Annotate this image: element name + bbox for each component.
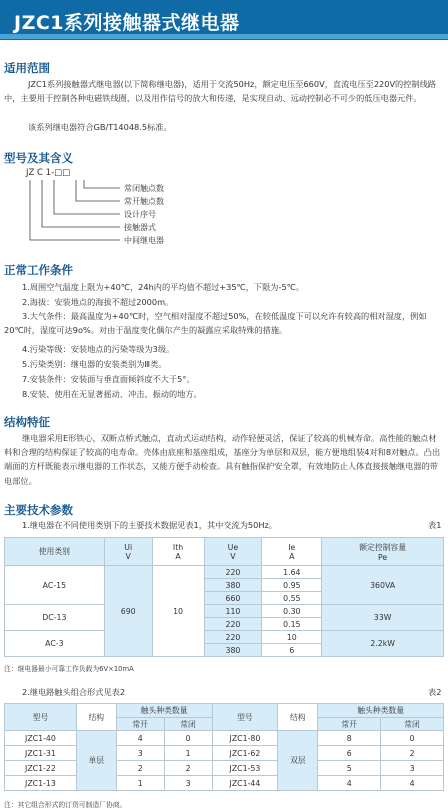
t2-cell-model: JZC1-22 — [5, 761, 77, 776]
t2-cell-nc: 0 — [381, 731, 444, 746]
t1-cell-ue: 220 — [204, 566, 262, 579]
t1-header-ui — [104, 538, 152, 566]
t2-cell-model: JZC1-40 — [5, 731, 77, 746]
t1-cell-category: AC-3 — [5, 631, 105, 657]
t2-cell-model: JZC1-62 — [212, 746, 278, 761]
t1-cell-ue: 220 — [204, 631, 262, 644]
section-heading-conditions: 正常工作条件 — [4, 263, 73, 277]
t1-header-ue-unit: V — [230, 551, 236, 561]
table2-note: 注：其它组合形式的订货可制造厂协商。 — [4, 801, 127, 809]
t2-cell-nc: 0 — [164, 731, 212, 746]
section-heading-scope: 适用范围 — [4, 61, 50, 75]
t1-cell-ue: 220 — [204, 618, 262, 631]
t1-header-ui-unit: V — [125, 551, 131, 561]
t2-cell-no: 8 — [318, 731, 381, 746]
condition-item: 1.周围空气温度上限为+40℃，24h内的平均值不超过+35℃，下限为-5℃。 — [22, 282, 305, 292]
table2-caption: 2.继电路触头组合形式见表2 — [22, 687, 126, 697]
t1-header-ith-unit: A — [175, 551, 181, 561]
t1-cell-ie: 1.64 — [262, 566, 322, 579]
t1-cell-ie: 0.55 — [262, 592, 322, 605]
t2-cell-no: 1 — [116, 776, 164, 791]
structure-paragraph: 继电器采用E形铁心，双断点桥式触点，直动式运动结构，动作轻便灵活，保证了较高的机械寿命。高性能的触点材料和合理的结构保证了较高的电寿命。壳体由底座和基座组成，基座分为单层和双层，能方便地组装4对和8对触点。凸出端面的方杆既能表示继电器的工作状态，又能方便手动检查。具有触指保护安全罩，有效地防止人体直接接触继电器的带电部位。 — [4, 433, 441, 486]
t1-cell-ue: 660 — [204, 592, 262, 605]
table2-number: 表2 — [428, 687, 442, 697]
t2-header-group: 触头种类数量 — [318, 704, 444, 718]
t2-header-nc: 常闭 — [381, 718, 444, 731]
page-title: JZC1系列接触器式继电器 — [14, 12, 240, 34]
table2 — [4, 703, 444, 791]
t1-cell-ue: 380 — [204, 644, 262, 657]
t1-cell-ith: 10 — [152, 566, 204, 657]
section-heading-model: 型号及其含义 — [4, 151, 73, 165]
t1-cell-ue: 380 — [204, 579, 262, 592]
t1-header-ui-symbol: Ui — [124, 542, 133, 552]
table1-caption: 1.继电器在不同使用类别下的主要技术数据见表1，其中交流为50Hz。 — [22, 520, 277, 530]
t2-cell-no: 4 — [318, 776, 381, 791]
model-label-relay: 中间继电器 — [124, 236, 164, 245]
t2-cell-nc: 4 — [381, 776, 444, 791]
t1-header-ie-symbol: Ie — [288, 542, 296, 552]
t2-cell-nc: 1 — [164, 746, 212, 761]
t2-cell-no: 4 — [116, 731, 164, 746]
t1-cell-ue: 110 — [204, 605, 262, 618]
t1-header-category: 使用类别 — [5, 538, 105, 566]
t1-header-ith-symbol: Ith — [172, 542, 184, 552]
t2-header-nc: 常闭 — [164, 718, 212, 731]
table1 — [4, 537, 444, 657]
model-label-no: 常开触点数 — [124, 197, 164, 206]
t2-cell-model: JZC1-31 — [5, 746, 77, 761]
t2-cell-struct: 双层 — [278, 731, 318, 791]
model-code: JZ C 1-□□ — [26, 168, 71, 178]
scope-standard: 该系列继电器符合GB/T14048.5标准。 — [28, 122, 172, 132]
section-heading-params: 主要技术参数 — [4, 503, 73, 517]
t1-cell-ie: 0.30 — [262, 605, 322, 618]
t1-cell-pe: 360VA — [322, 566, 444, 605]
t1-header-ue — [204, 538, 262, 566]
scope-paragraph: JZC1系列接触器式继电器(以下简称继电器)，适用于交流50Hz，额定电压至660V，直流电压至220V的控制线路中，主要用于控制各种电磁铁线圈，以及用作信号的放大和传递，是实现自动、远动控制必不可少的低压电器元件。 — [4, 79, 436, 103]
condition-item: 7.安装条件：安装面与垂直面倾斜度不大于5°。 — [22, 374, 195, 384]
t1-cell-ie: 0.95 — [262, 579, 322, 592]
t2-header-model: 型号 — [212, 704, 278, 731]
t2-header-struct: 结构 — [76, 704, 116, 731]
t1-cell-ie: 0.15 — [262, 618, 322, 631]
t1-header-ie — [262, 538, 322, 566]
model-label-contactor: 接触器式 — [124, 223, 156, 232]
t1-header-pe-label: 额定控制容量 — [359, 542, 407, 552]
t2-cell-model: JZC1-80 — [212, 731, 278, 746]
t1-cell-category: DC-13 — [5, 605, 105, 631]
t1-cell-category: AC-15 — [5, 566, 105, 605]
t2-header-model: 型号 — [5, 704, 77, 731]
t2-header-no: 常开 — [116, 718, 164, 731]
model-diagram — [0, 168, 448, 246]
t2-cell-no: 6 — [318, 746, 381, 761]
model-label-design: 设计序号 — [124, 210, 156, 219]
condition-item: 3.大气条件：最高温度为+40℃时，空气相对湿度不超过50%，在较低温度下可以允许有较高的相对湿度，例如20℃时，湿度可达9o%。对由于温度变化偶尔产生的凝露应采取特殊的措施。 — [4, 311, 427, 335]
model-diagram-lines — [0, 168, 448, 246]
t2-cell-no: 2 — [116, 761, 164, 776]
t2-cell-nc: 3 — [164, 776, 212, 791]
t1-header-ith — [152, 538, 204, 566]
model-label-nc: 常闭触点数 — [124, 184, 164, 193]
t2-cell-no: 3 — [116, 746, 164, 761]
condition-item: 8.安装、使用在无显著摇动、冲击、振动的地方。 — [22, 389, 202, 399]
condition-item: 2.海拔：安装地点的海拔不超过2000m。 — [22, 297, 174, 307]
t1-header-pe-symbol: Pe — [378, 552, 388, 562]
t1-cell-pe: 33W — [322, 605, 444, 631]
t1-header-ue-symbol: Ue — [227, 542, 239, 552]
t2-header-group: 触头种类数量 — [116, 704, 212, 718]
header-stripe — [0, 34, 448, 39]
page-header — [0, 0, 448, 40]
t2-cell-model: JZC1-44 — [212, 776, 278, 791]
t1-cell-pe: 2.2kW — [322, 631, 444, 657]
t1-cell-ui: 690 — [104, 566, 152, 657]
table1-number: 表1 — [428, 520, 442, 530]
t2-header-struct: 结构 — [278, 704, 318, 731]
t2-cell-nc: 2 — [164, 761, 212, 776]
t1-cell-ie: 6 — [262, 644, 322, 657]
condition-item: 4.污染等级：安装地点的污染等级为3级。 — [22, 344, 175, 354]
t1-cell-ie: 10 — [262, 631, 322, 644]
t1-header-pe — [322, 538, 444, 566]
t2-cell-model: JZC1-13 — [5, 776, 77, 791]
t2-cell-nc: 2 — [381, 746, 444, 761]
condition-item: 5.污染类别：继电器的安装类别为Ⅲ类。 — [22, 359, 167, 369]
t2-cell-model: JZC1-53 — [212, 761, 278, 776]
section-heading-structure: 结构特征 — [4, 415, 50, 429]
t2-cell-nc: 3 — [381, 761, 444, 776]
t2-cell-no: 5 — [318, 761, 381, 776]
table1-note: 注：继电器最小可靠工作负载为6V×10mA — [4, 665, 134, 673]
t1-header-ie-unit: A — [289, 551, 295, 561]
t2-cell-struct: 单层 — [76, 731, 116, 791]
t2-header-no: 常开 — [318, 718, 381, 731]
